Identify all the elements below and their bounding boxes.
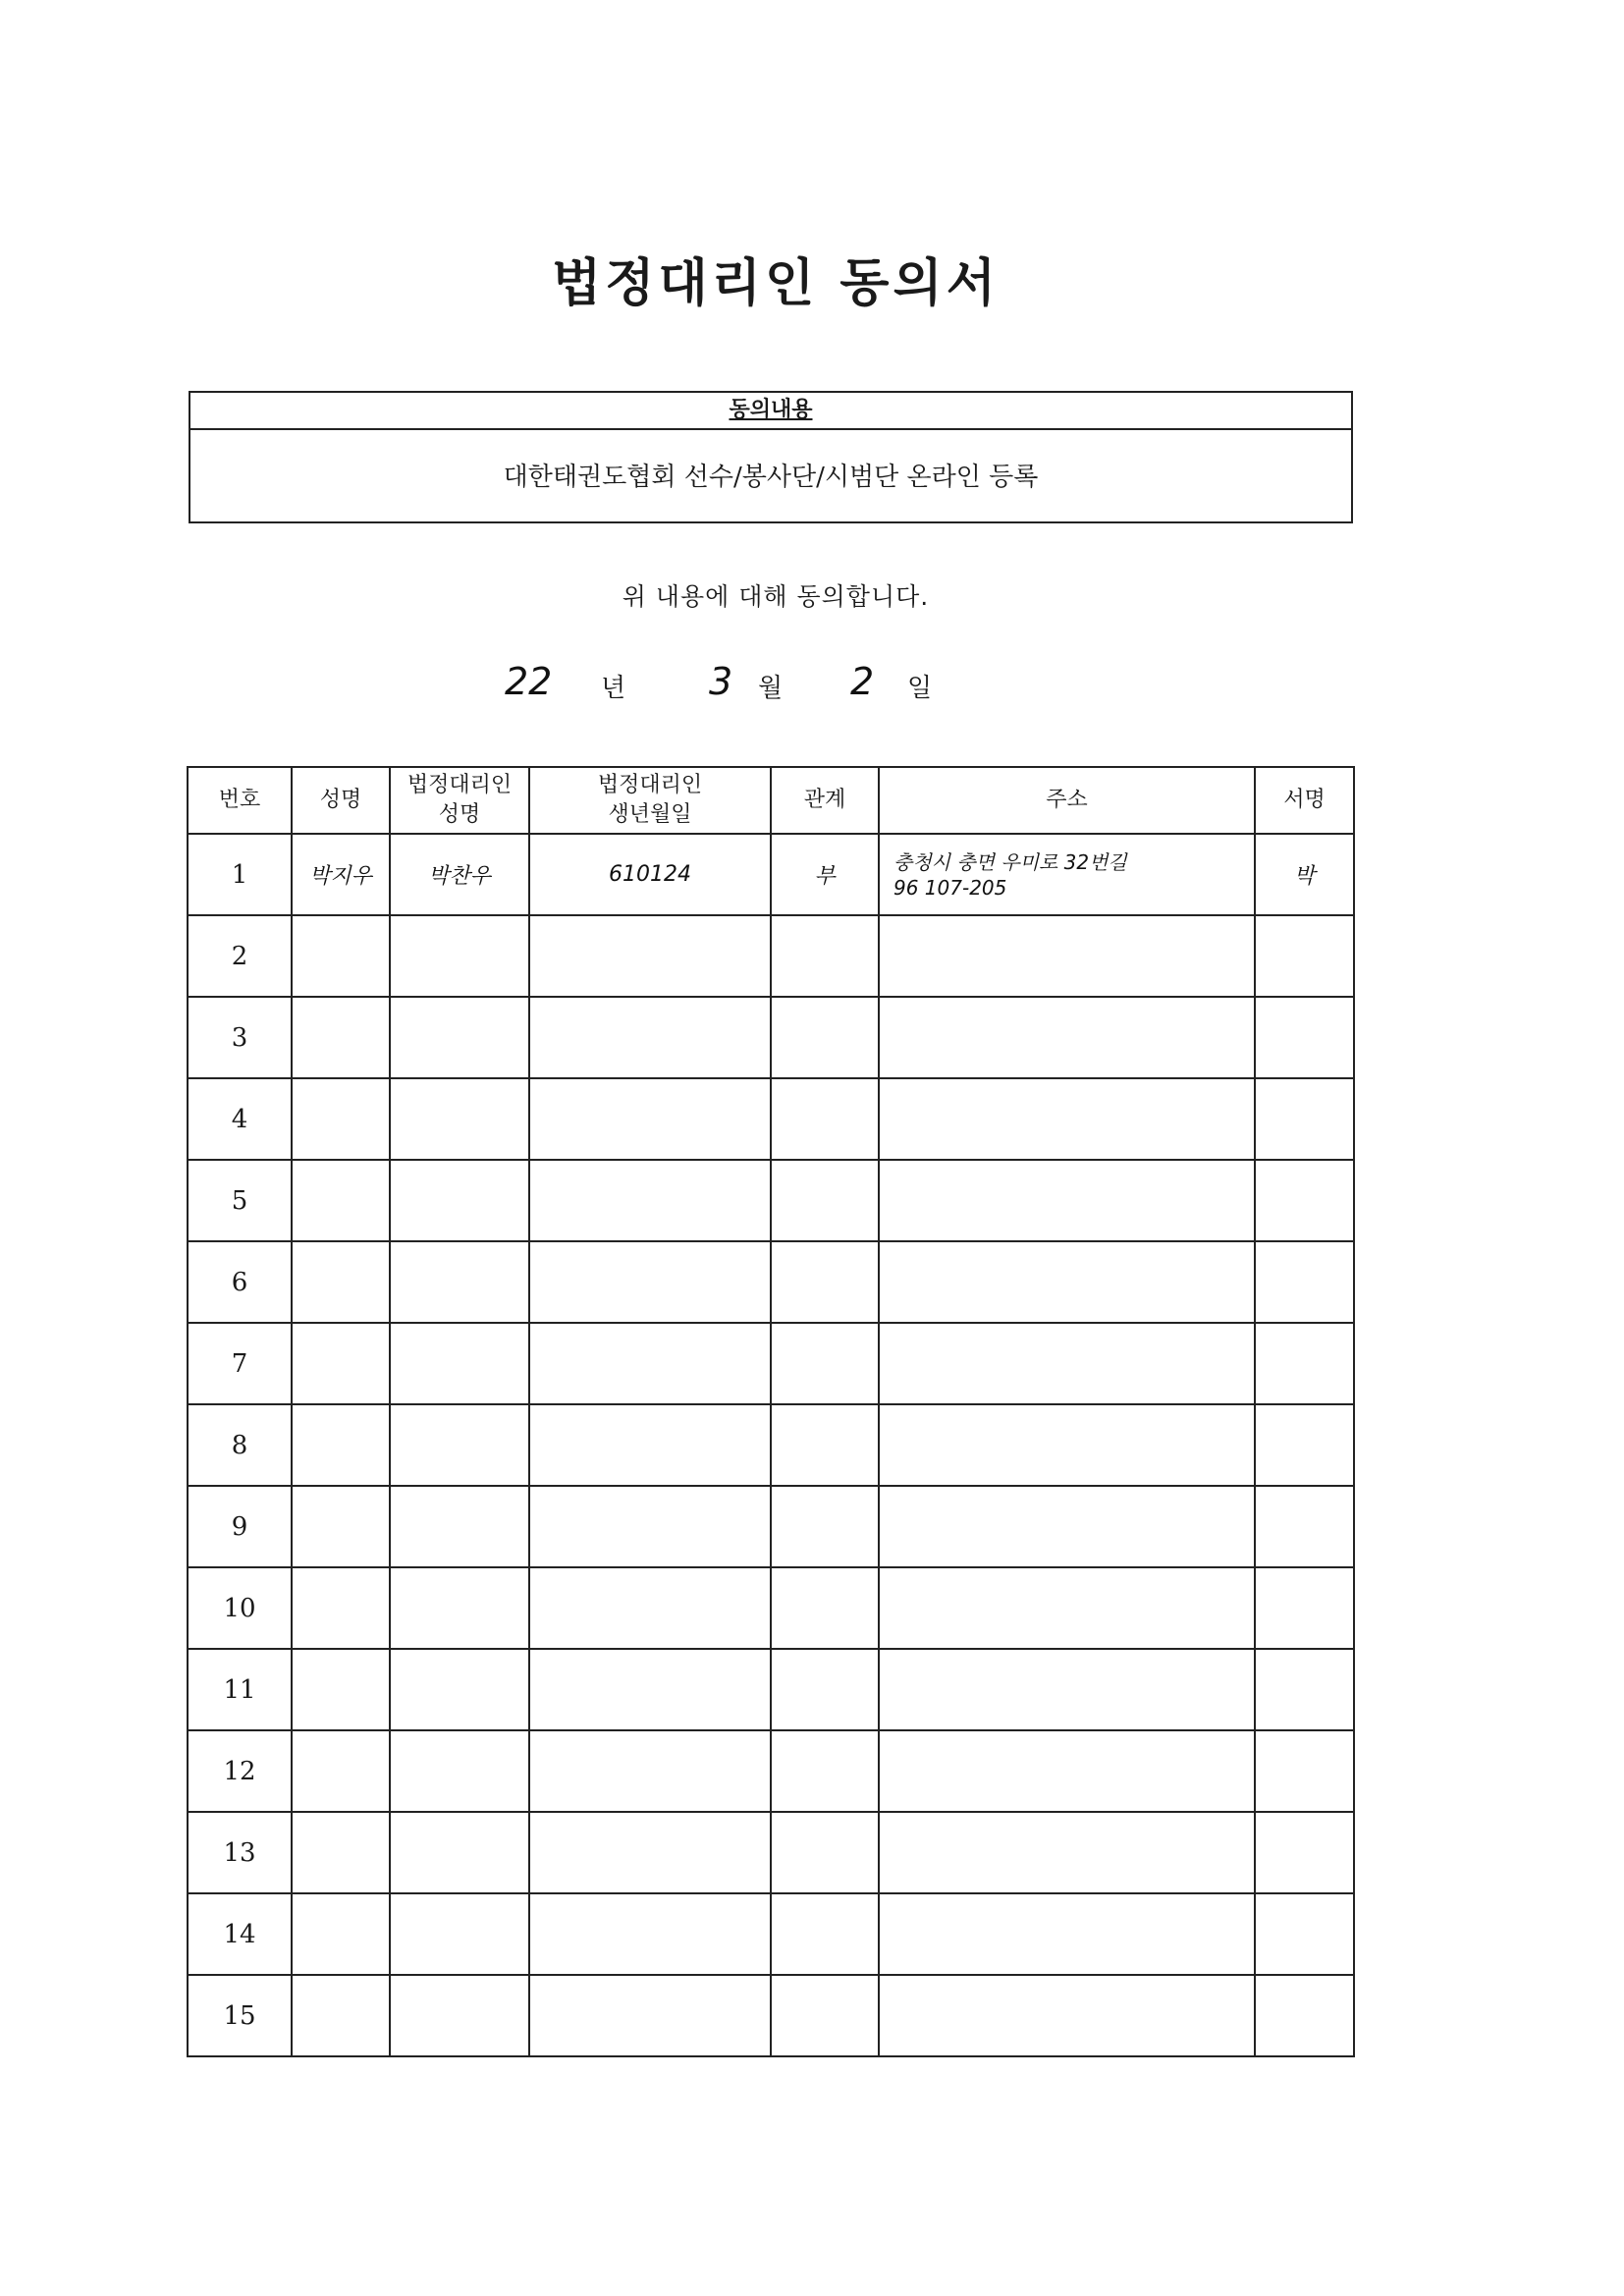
row-relation [771, 1893, 879, 1975]
table-row [188, 915, 1354, 997]
table-row [188, 1975, 1354, 2056]
row-relation [771, 1241, 879, 1323]
row-name [292, 1730, 390, 1812]
row-address [879, 1730, 1255, 1812]
table-row [188, 1893, 1354, 1975]
row-guardian-birth [529, 997, 771, 1078]
header-guardian-birth-line1: 법정대리인 [597, 773, 703, 797]
page-title: 법정대리인 동의서 [552, 254, 1000, 313]
row-relation [771, 1160, 879, 1241]
row-signature [1255, 1078, 1354, 1160]
table-row [188, 1323, 1354, 1404]
row-signature [1255, 1893, 1354, 1975]
header-no: 번호 [188, 767, 292, 834]
row-number: 8 [188, 1404, 292, 1486]
row-signature [1255, 1323, 1354, 1404]
row-name [292, 1893, 390, 1975]
row-guardian-birth [529, 1486, 771, 1567]
row-guardian-name [390, 1486, 529, 1567]
header-guardian-birth-line2: 생년월일 [608, 802, 692, 827]
row-number: 9 [188, 1486, 292, 1567]
row-signature [1255, 1241, 1354, 1323]
row-address [879, 1160, 1255, 1241]
row-name [292, 1078, 390, 1160]
row-number: 5 [188, 1160, 292, 1241]
row-guardian-name [390, 1567, 529, 1649]
row-address [879, 1975, 1255, 2056]
row-number: 1 [188, 834, 292, 915]
row-number: 13 [188, 1812, 292, 1893]
table-row [188, 997, 1354, 1078]
agree-statement: 위 내용에 대해 동의합니다. [622, 582, 930, 611]
row-guardian-name [390, 1404, 529, 1486]
header-guardian-name-line2: 성명 [438, 802, 481, 827]
header-guardian-name [390, 767, 529, 834]
row-guardian-name [390, 1730, 529, 1812]
row-address-line2: 96 107-205 [893, 875, 1007, 900]
row-guardian-birth [529, 1241, 771, 1323]
row-signature [1255, 1404, 1354, 1486]
row-guardian-birth [529, 1730, 771, 1812]
row-address [879, 997, 1255, 1078]
row-relation [771, 1486, 879, 1567]
row-number: 10 [188, 1567, 292, 1649]
consent-body: 대한태권도협회 선수/봉사단/시범단 온라인 등록 [503, 463, 1039, 492]
row-relation [771, 1649, 879, 1730]
row-number: 7 [188, 1323, 292, 1404]
table-row [188, 1649, 1354, 1730]
table-row [188, 1567, 1354, 1649]
row-guardian-name [390, 1323, 529, 1404]
date-day-label: 일 [907, 674, 933, 703]
row-number: 14 [188, 1893, 292, 1975]
row-guardian-name [390, 915, 529, 997]
table-row [188, 1404, 1354, 1486]
row-number: 2 [188, 915, 292, 997]
row-relation [771, 1404, 879, 1486]
row-guardian-name [390, 997, 529, 1078]
row-address [879, 1893, 1255, 1975]
row-signature [1255, 1812, 1354, 1893]
row-relation [771, 1078, 879, 1160]
row-signature [1255, 1649, 1354, 1730]
table-row [188, 1812, 1354, 1893]
row-guardian-name [390, 1893, 529, 1975]
row-name [292, 1975, 390, 2056]
row-relation [771, 915, 879, 997]
row-guardian-name [390, 1975, 529, 2056]
row-name [292, 1404, 390, 1486]
row-address [879, 1078, 1255, 1160]
row-name [292, 1486, 390, 1567]
row-signature [1255, 1730, 1354, 1812]
row-guardian-name [390, 1078, 529, 1160]
table-row [188, 834, 1354, 915]
row-address [879, 1567, 1255, 1649]
row-guardian-birth [529, 1893, 771, 1975]
row-number: 6 [188, 1241, 292, 1323]
row-address [879, 1241, 1255, 1323]
table-row [188, 1078, 1354, 1160]
header-relation: 관계 [771, 767, 879, 834]
row-address [879, 1486, 1255, 1567]
row-guardian-birth [529, 1404, 771, 1486]
row-address [879, 1404, 1255, 1486]
row-name [292, 1241, 390, 1323]
row-address [879, 1812, 1255, 1893]
row-guardian-name [390, 1160, 529, 1241]
table-header-row [188, 767, 1354, 834]
table-row [188, 1730, 1354, 1812]
row-name [292, 1649, 390, 1730]
header-signature: 서명 [1255, 767, 1354, 834]
row-guardian-birth: 610124 [529, 834, 771, 915]
row-relation [771, 1975, 879, 2056]
row-signature [1255, 1567, 1354, 1649]
header-name: 성명 [292, 767, 390, 834]
row-relation [771, 1567, 879, 1649]
row-relation: 부 [771, 834, 879, 915]
row-guardian-name: 박찬우 [390, 834, 529, 915]
row-address [879, 1323, 1255, 1404]
header-address: 주소 [879, 767, 1255, 834]
date-month-label: 월 [758, 674, 784, 703]
row-signature [1255, 1975, 1354, 2056]
row-address-line1: 충청시 충면 우미로 32번길 [893, 849, 1127, 874]
row-relation [771, 997, 879, 1078]
consent-header-label: 동의내용 [729, 398, 813, 422]
row-name [292, 997, 390, 1078]
row-guardian-name [390, 1812, 529, 1893]
date-year-label: 년 [601, 674, 626, 703]
roster-table [187, 766, 1355, 2057]
row-number: 3 [188, 997, 292, 1078]
row-name [292, 1323, 390, 1404]
row-address [879, 1649, 1255, 1730]
row-address [879, 915, 1255, 997]
header-guardian-name-line1: 법정대리인 [406, 773, 513, 797]
row-guardian-birth [529, 1567, 771, 1649]
row-name [292, 1812, 390, 1893]
date-month-handwritten: 3 [709, 660, 733, 703]
row-guardian-birth [529, 1078, 771, 1160]
row-name [292, 1567, 390, 1649]
row-relation [771, 1812, 879, 1893]
header-guardian-birth [529, 767, 771, 834]
row-signature [1255, 915, 1354, 997]
row-guardian-birth [529, 1812, 771, 1893]
row-signature [1255, 997, 1354, 1078]
table-row [188, 1241, 1354, 1323]
row-guardian-birth [529, 1160, 771, 1241]
row-relation [771, 1730, 879, 1812]
row-name [292, 915, 390, 997]
row-number: 12 [188, 1730, 292, 1812]
date-day-handwritten: 2 [850, 660, 875, 703]
row-guardian-birth [529, 915, 771, 997]
row-guardian-name [390, 1241, 529, 1323]
consent-box [189, 391, 1353, 523]
row-guardian-name [390, 1649, 529, 1730]
row-signature [1255, 1486, 1354, 1567]
row-signature [1255, 1160, 1354, 1241]
row-guardian-birth [529, 1323, 771, 1404]
row-guardian-birth [529, 1975, 771, 2056]
date-row [501, 660, 1011, 715]
row-number: 15 [188, 1975, 292, 2056]
table-row [188, 1160, 1354, 1241]
row-number: 4 [188, 1078, 292, 1160]
row-name: 박지우 [292, 834, 390, 915]
row-signature: 박 [1255, 834, 1354, 915]
row-relation [771, 1323, 879, 1404]
consent-header [190, 393, 1351, 430]
table-row [188, 1486, 1354, 1567]
row-number: 11 [188, 1649, 292, 1730]
row-guardian-birth [529, 1649, 771, 1730]
row-name [292, 1160, 390, 1241]
row-address [879, 834, 1255, 915]
date-year-handwritten: 22 [505, 660, 553, 703]
